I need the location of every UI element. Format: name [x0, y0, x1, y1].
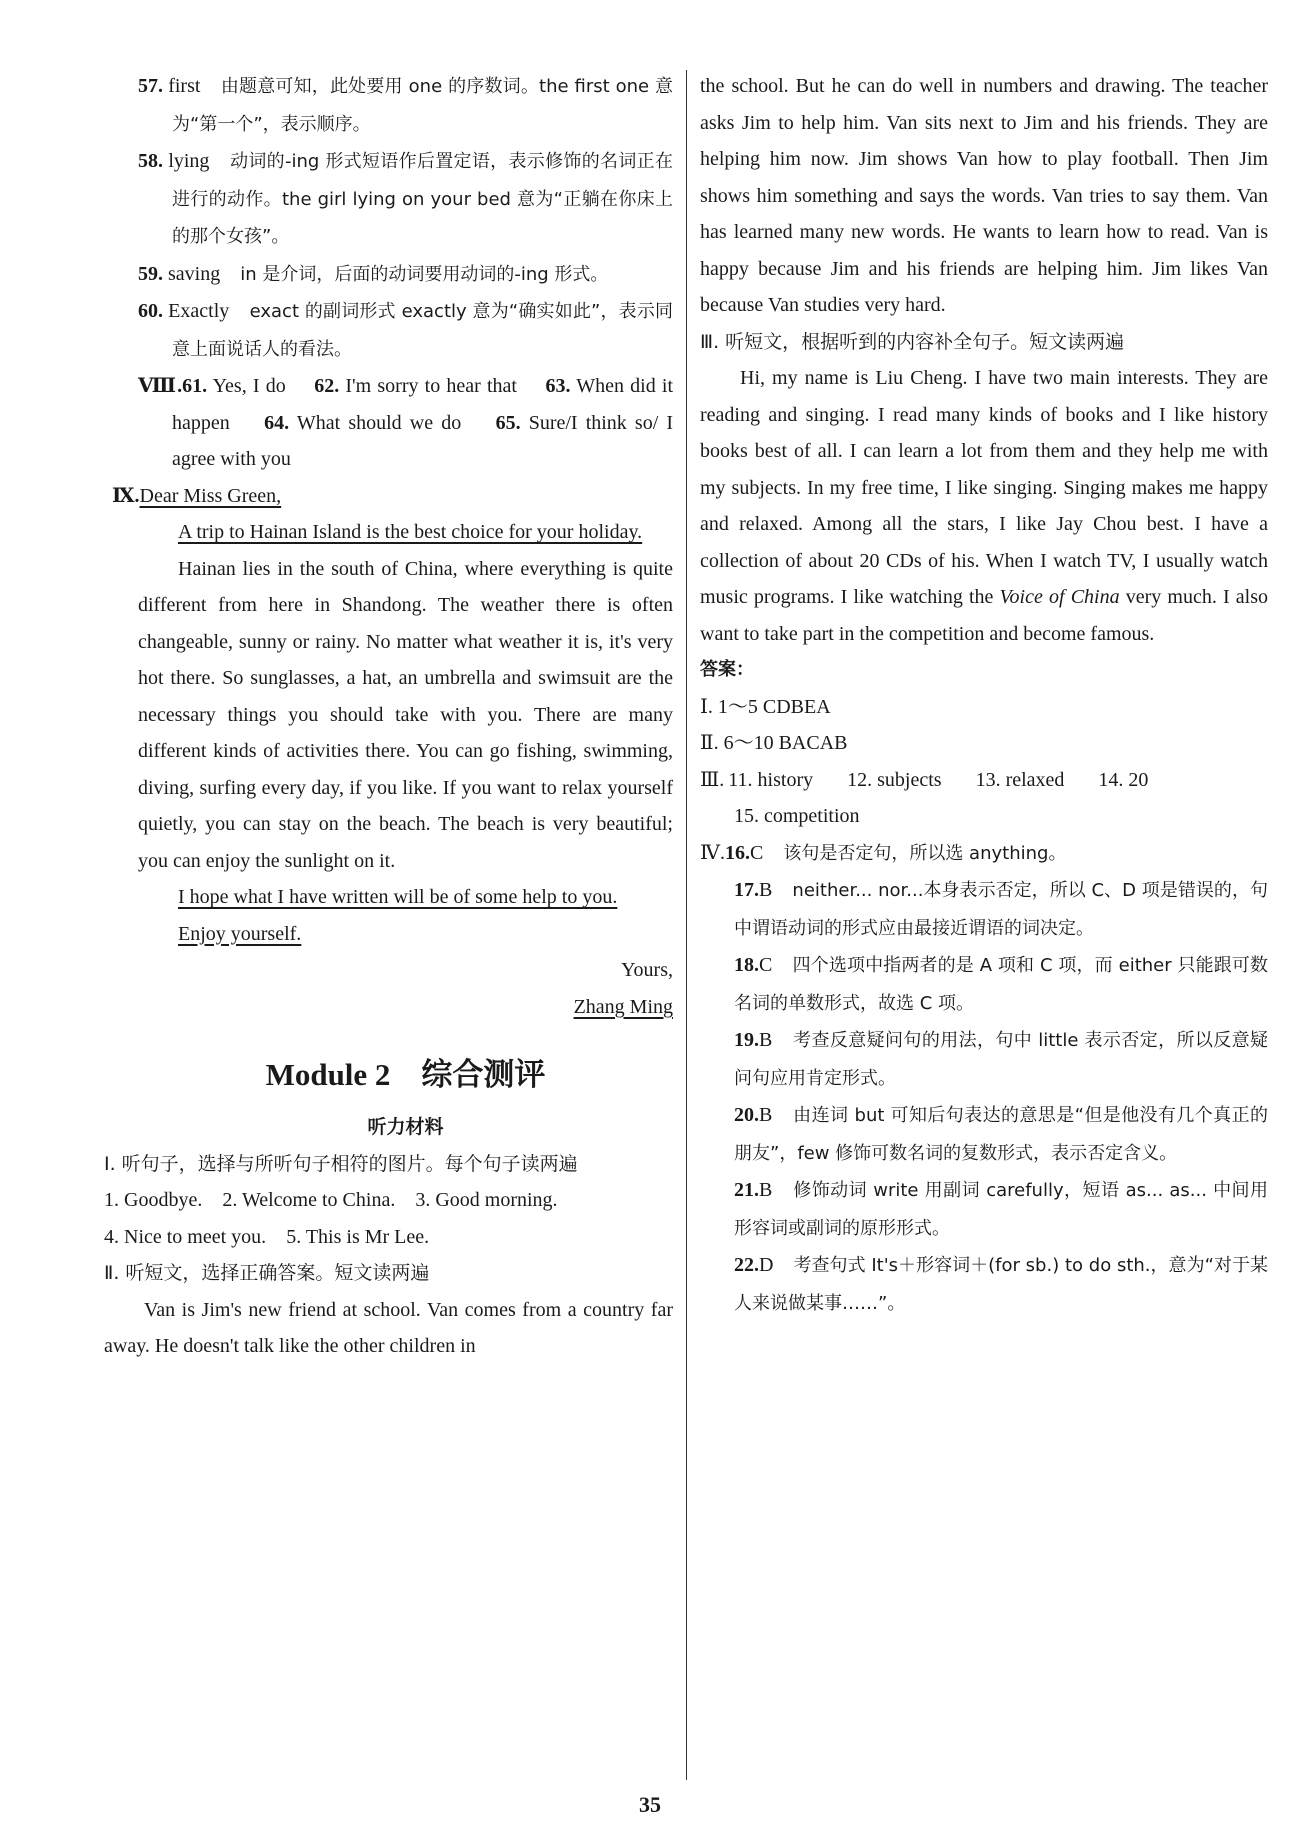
listening-title: 听力材料 — [367, 1116, 444, 1138]
part3-passage: Hi, my name is Liu Cheng. I have two main interests. They are reading and singing. I read many kinds of books and I like history books best of all. I can learn a lot from them and they help me with my subjects. In my free time, I like singing. Singing makes me happy and relaxed. Among all the stars, I like Jay Chou best. I have a collection of about 20 CDs of his. When I watch TV, I usually watch music programs. I like watching the Voice of China very much. I also want to take part in the competition and become famous. — [700, 367, 1268, 645]
answer-item-16: Ⅳ.16.C 该句是否定句，所以选 anything。 — [700, 841, 1067, 864]
answers-part1: Ⅰ. 1～5 CDBEA — [700, 695, 831, 718]
letter-body: Hainan lies in the south of China, where everything is quite different from here in Shandong. The weather there is often changeable, sunny or rainy. No matter what weather it is, it's very hot there. So sunglasses, a hat, an umbrella and swimsuit are the necessary things you should take with you. There are many different kinds of activities there. You can go fishing, swimming, diving, surfing every day, if you like. If you want to relax yourself quietly, you can stay on the beach. The beach is very beautiful; you can enjoy the sunlight on it. — [138, 557, 673, 872]
answer-item-57: 57. first 由题意可知，此处要用 one 的序数词。the first one 意为“第一个”，表示顺序。 — [138, 75, 674, 135]
letter-closing: I hope what I have written will be of some help to you. — [178, 886, 618, 908]
right-column — [700, 68, 1268, 1322]
answer-item-59: 59. saving in 是介词，后面的动词要用动词的-ing 形式。 — [138, 262, 609, 285]
part2-passage-cont: the school. But he can do well in numbers and drawing. The teacher asks Jim to help him. Van sits next to Jim and his friends. They are helping him now. Jim shows Van how to play football. Then Jim shows him something and says the words. Van tries to say them. Van has learned many new words. He wants to learn how to read. Van is happy because Jim and his friends are helping him. Jim likes Van because Van studies very hard. — [700, 75, 1268, 316]
letter-sign-name: Zhang Ming — [573, 995, 673, 1018]
answer-item-58: 58. lying 动词的-ing 形式短语作后置定语，表示修饰的名词正在进行的动作。the girl lying on your bed 意为“正躺在你床上的那个女孩”。 — [138, 150, 673, 247]
answer-item-21: 21.B 修饰动词 write 用副词 carefully，短语 as... as... 中间用形容词或副词的原形形式。 — [734, 1179, 1268, 1239]
part2-passage-start: Van is Jim's new friend at school. Van comes from a country far away. He doesn't talk like the other children in — [104, 1298, 673, 1357]
answers-part2: Ⅱ. 6～10 BACAB — [700, 732, 848, 754]
answer-item-18: 18.C 四个选项中指两者的是 A 项和 C 项，而 either 只能跟可数名词的单数形式，故选 C 项。 — [734, 954, 1269, 1014]
answer-item-17: 17.B neither... nor...本身表示否定，所以 C、D 项是错误的，句中谓语动词的形式应由最接近谓语的词决定。 — [734, 879, 1268, 939]
letter-sign-yours: Yours, — [621, 959, 673, 981]
section-8-answers: Ⅷ.61. Yes, I do 62. I'm sorry to hear that 63. When did it happen 64. What should we do 65. Sure/I think so/ I agree with you — [138, 375, 674, 470]
left-column — [104, 68, 674, 1365]
part1-heading: Ⅰ. 听句子，选择与所听句子相符的图片。每个句子读两遍 — [104, 1152, 578, 1175]
page-number: 35 — [639, 1792, 661, 1817]
answer-item-20: 20.B 由连词 but 可知后句表达的意思是“但是他没有几个真正的朋友”，few 修饰可数名词的复数形式，表示否定含义。 — [734, 1104, 1269, 1164]
part3-heading: Ⅲ. 听短文，根据听到的内容补全句子。短文读两遍 — [700, 330, 1125, 353]
module-title: Module 2 综合测评 — [265, 1057, 546, 1092]
answers-part3-last: 15. competition — [734, 805, 860, 827]
letter-enjoy: Enjoy yourself. — [178, 922, 302, 945]
answers-part3: Ⅲ. 11. history 12. subjects 13. relaxed 14. 20 — [700, 768, 1149, 791]
letter-salutation: Ⅸ.Dear Miss Green, — [112, 484, 282, 507]
answers-heading: 答案： — [700, 659, 754, 680]
part2-heading: Ⅱ. 听短文，选择正确答案。短文读两遍 — [104, 1262, 430, 1284]
letter-opening: A trip to Hainan Island is the best choice for your holiday. — [178, 521, 643, 543]
answer-item-60: 60. Exactly exact 的副词形式 exactly 意为“确实如此”，表示同意上面说话人的看法。 — [138, 300, 674, 360]
part1-sentences-b: 4. Nice to meet you. 5. This is Mr Lee. — [104, 1225, 430, 1248]
part1-sentences-a: 1. Goodbye. 2. Welcome to China. 3. Good morning. — [104, 1189, 558, 1211]
answer-item-19: 19.B 考查反意疑问句的用法，句中 little 表示否定，所以反意疑问句应用肯定形式。 — [734, 1029, 1269, 1089]
column-divider — [686, 70, 687, 1780]
answer-item-22: 22.D 考查句式 It's＋形容词＋(for sb.) to do sth.，意为“对于某人来说做某事……”。 — [734, 1254, 1268, 1314]
